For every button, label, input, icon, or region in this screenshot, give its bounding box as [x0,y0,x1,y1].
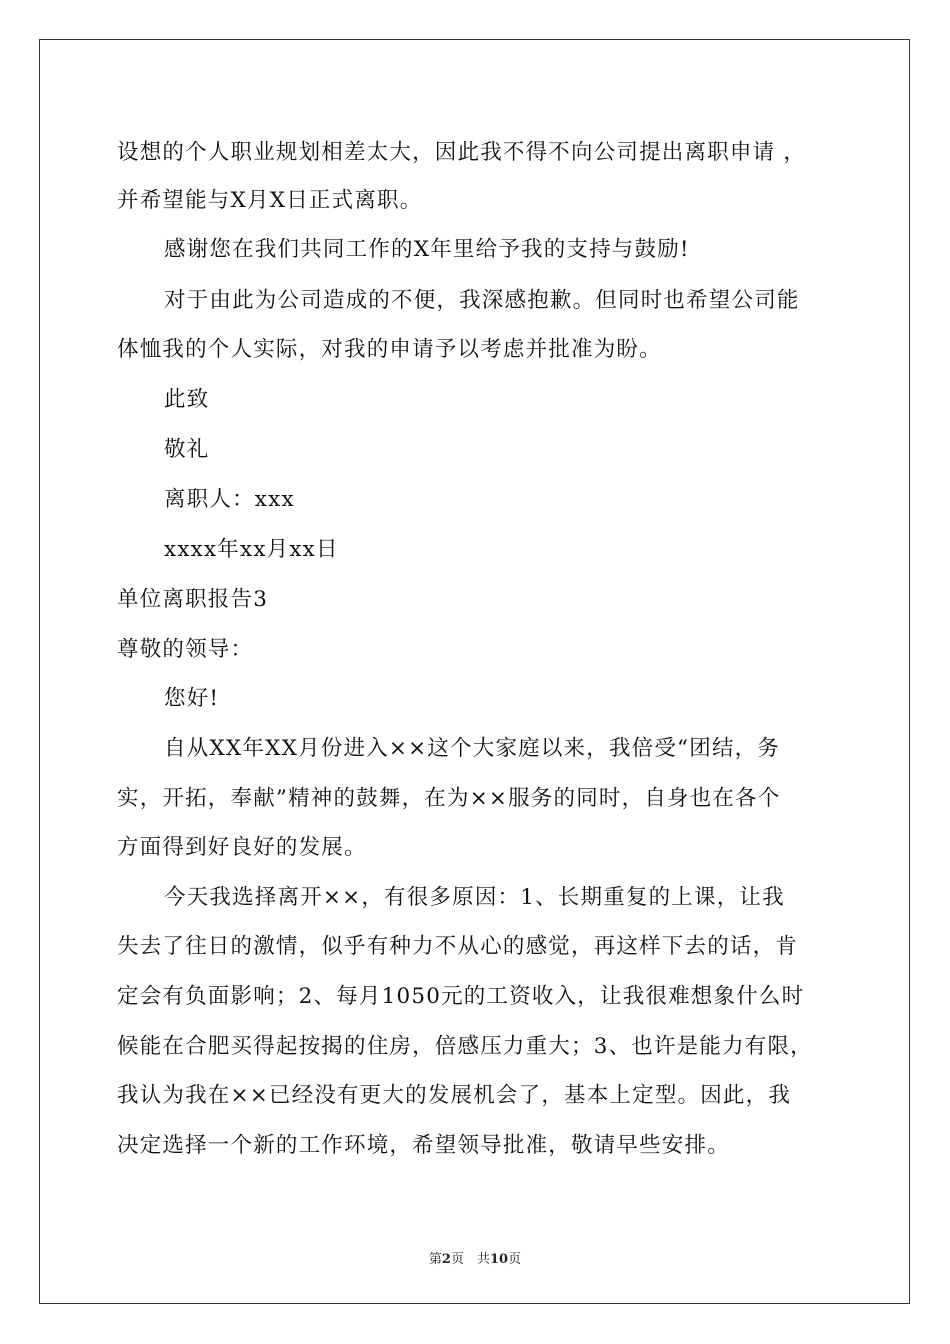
body-line: 实，开拓，奉献”精神的鼓舞，在为××服务的同时，自身也在各个 [117,786,781,811]
body-line: 决定选择一个新的工作环境，希望领导批准，敬请早些安排。 [117,1133,730,1158]
footer-prefix: 第 [428,1252,442,1267]
body-line: 定会有负面影响；2、每月1050元的工资收入，让我很难想象什么时 [117,984,805,1009]
body-line: 设想的个人职业规划相差太大，因此我不得不向公司提出离职申请 ， [117,140,807,165]
body-line: 今天我选择离开××，有很多原因：1、长期重复的上课，让我 [164,885,785,910]
date-line: xxxx年xx月xx日 [164,537,339,562]
section-title: 单位离职报告3 [117,587,269,612]
greeting-hello: 您好! [164,686,220,711]
body-line: 感谢您在我们共同工作的X年里给予我的支持与鼓励! [164,237,690,262]
footer-mid: 页 共 [450,1252,490,1267]
closing-regards: 敬礼 [164,437,210,462]
body-line: 体恤我的个人实际，对我的申请予以考虑并批准为盼。 [117,337,662,362]
body-line: 我认为我在××已经没有更大的发展机会了，基本上定型。因此，我 [117,1083,792,1108]
body-line: 失去了往日的激情，似乎有种力不从心的感觉，再这样下去的话，肯 [117,934,799,959]
signature-line: 离职人：xxx [164,487,295,512]
page-border [39,39,910,1304]
body-line: 方面得到好良好的发展。 [117,835,367,860]
footer-suffix: 页 [508,1252,522,1267]
body-line: 并希望能与X月X日正式离职。 [117,188,423,213]
closing-salutation: 此致 [164,387,210,412]
body-line: 自从XX年XX月份进入××这个大家庭以来，我倍受“团结，务 [164,736,781,761]
body-line: 对于由此为公司造成的不便，我深感抱歉。但同时也希望公司能 [164,288,800,313]
body-line: 候能在合肥买得起按揭的住房，倍感压力重大；3、也许是能力有限， [117,1034,813,1059]
footer-page-number: 2 [441,1252,451,1267]
greeting: 尊敬的领导： [117,637,254,662]
footer-total-pages: 10 [489,1252,509,1267]
page-footer [0,1248,950,1267]
